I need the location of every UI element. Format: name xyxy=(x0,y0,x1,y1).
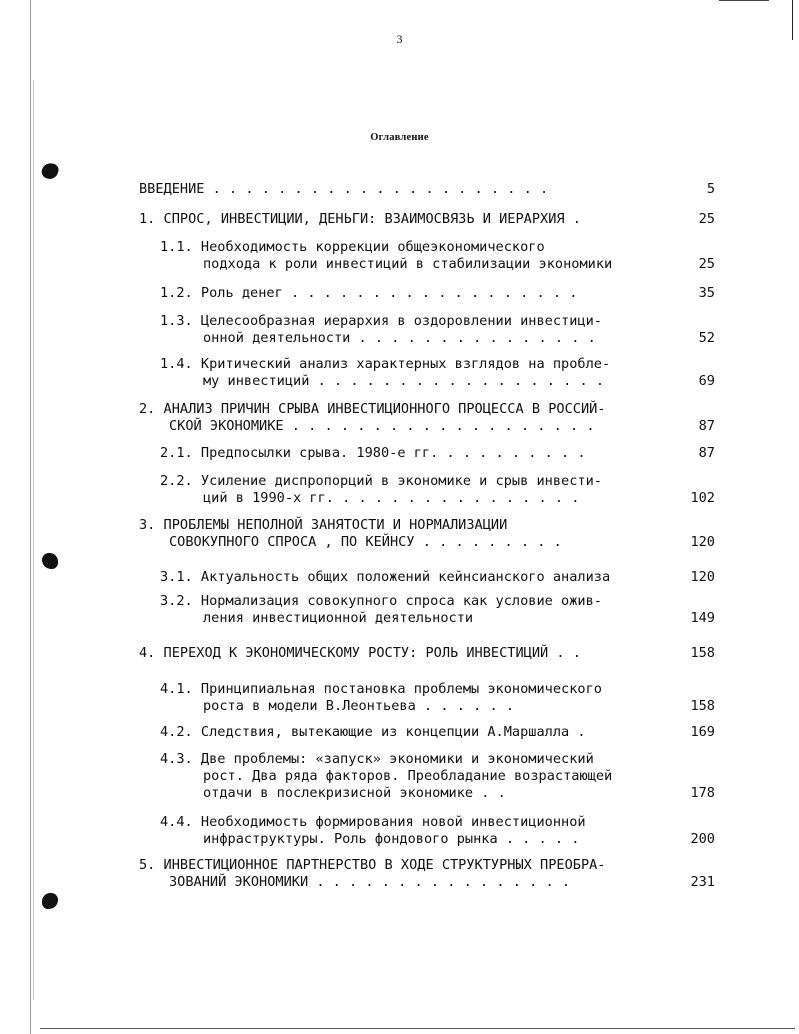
toc-entry-text: рост. Два ряда факторов. Преобладание возрастающей xyxy=(203,768,613,784)
toc-page-number: 102 xyxy=(690,490,715,506)
toc-entry-text: му инвестиций . . . . . . . . . . . . . . . . . . xyxy=(203,373,605,389)
toc-entry-text: 1.2. Роль денег . . . . . . . . . . . . . . . . . . xyxy=(160,285,578,301)
binding-hole-mark xyxy=(40,161,61,182)
toc-page-number: 87 xyxy=(698,418,715,434)
scan-edge xyxy=(40,1028,795,1029)
toc-entry-text: ЗОВАНИЙ ЭКОНОМИКИ . . . . . . . . . . . . . . . . xyxy=(169,874,571,890)
toc-page-number: 120 xyxy=(690,534,715,550)
toc-page-number: 149 xyxy=(690,610,715,626)
toc-entry-text: подхода к роли инвестиций в стабилизации экономики xyxy=(203,256,613,272)
toc-page-number: 35 xyxy=(698,285,715,301)
toc-entry-text: 1.4. Критический анализ характерных взглядов на пробле- xyxy=(160,356,611,372)
binding-hole-mark xyxy=(42,553,58,569)
toc-entry-text: СКОЙ ЭКОНОМИКЕ . . . . . . . . . . . . . . . . . . . xyxy=(169,418,595,434)
toc-page-number: 158 xyxy=(690,698,715,714)
toc-entry-text: 5. ИНВЕСТИЦИОННОЕ ПАРТНЕРСТВО В ХОДЕ СТРУКТУРНЫХ ПРЕОБРА- xyxy=(139,857,606,873)
toc-entry-text: 3. ПРОБЛЕМЫ НЕПОЛНОЙ ЗАНЯТОСТИ И НОРМАЛИЗАЦИИ xyxy=(139,517,508,533)
toc-entry-text: СОВОКУПНОГО СПРОСА , ПО КЕЙНСУ . . . . . . . . . xyxy=(169,534,562,550)
toc-entry-text: 3.1. Актуальность общих положений кейнсианского анализа xyxy=(160,569,611,585)
toc-page-number: 69 xyxy=(698,373,715,389)
toc-entry-text: 4.1. Принципиальная постановка проблемы экономического xyxy=(160,681,602,697)
toc-entry-text: инфраструктуры. Роль фондового рынка . . . . . xyxy=(203,831,580,847)
page-number: 3 xyxy=(396,32,403,46)
scan-edge xyxy=(719,0,769,1)
toc-page-number: 231 xyxy=(690,874,715,890)
toc-entry-text: 1. СПРОС, ИНВЕСТИЦИИ, ДЕНЬГИ: ВЗАИМОСВЯЗЬ И ИЕРАРХИЯ . xyxy=(139,211,581,227)
toc-page-number: 52 xyxy=(698,330,715,346)
toc-page-number: 25 xyxy=(698,256,715,272)
binding-hole-mark xyxy=(42,893,58,909)
toc-entry-text: 4.4. Необходимость формирования новой инвестиционной xyxy=(160,814,586,830)
toc-entry-text: 2. АНАЛИЗ ПРИЧИН СРЫВА ИНВЕСТИЦИОННОГО ПРОЦЕССА В РОССИЙ- xyxy=(139,401,606,417)
toc-entry-text: ций в 1990-х гг. . . . . . . . . . . . . . . . xyxy=(203,490,580,506)
toc-entry-text: 1.1. Необходимость коррекции общеэкономического xyxy=(160,239,545,255)
toc-page-number: 158 xyxy=(690,645,715,661)
toc-entry-text: 4.2. Следствия, вытекающие из концепции А.Маршалла . xyxy=(160,724,586,740)
toc-entry-text: ления инвестиционной деятельности xyxy=(203,610,474,626)
toc-entry-text: 2.2. Усиление диспропорций в экономике и срыв инвести- xyxy=(160,473,602,489)
toc-entry-text: роста в модели В.Леонтьева . . . . . . xyxy=(203,698,514,714)
toc-entry-text: онной деятельности . . . . . . . . . . . . . . . xyxy=(203,330,596,346)
toc-entry-text: 1.3. Целесообразная иерархия в оздоровлении инвестици- xyxy=(160,313,602,329)
scan-edge xyxy=(30,0,31,1034)
toc-page-number: 5 xyxy=(706,181,715,197)
scan-edge xyxy=(33,80,34,1000)
toc-page-number: 200 xyxy=(690,831,715,847)
toc-page-number: 178 xyxy=(690,785,715,801)
toc-entry-text: 2.1. Предпосылки срыва. 1980-е гг. . . . . . . . . . xyxy=(160,445,586,461)
page-title: Оглавление xyxy=(370,132,429,143)
toc-page-number: 87 xyxy=(698,445,715,461)
toc-page-number: 169 xyxy=(690,724,715,740)
toc-entry-text: 4.3. Две проблемы: «запуск» экономики и экономический xyxy=(160,751,594,767)
toc-entry-text: 4. ПЕРЕХОД К ЭКОНОМИЧЕСКОМУ РОСТУ: РОЛЬ ИНВЕСТИЦИЙ . . xyxy=(139,645,581,661)
toc-entry-text: 3.2. Нормализация совокупного спроса как условие ожив- xyxy=(160,593,602,609)
toc-entry-text: ВВЕДЕНИЕ . . . . . . . . . . . . . . . . . . . . . xyxy=(139,181,549,197)
toc-entry-text: отдачи в послекризисной экономике . . xyxy=(203,785,506,801)
toc-page-number: 25 xyxy=(698,211,715,227)
toc-page-number: 120 xyxy=(690,569,715,585)
